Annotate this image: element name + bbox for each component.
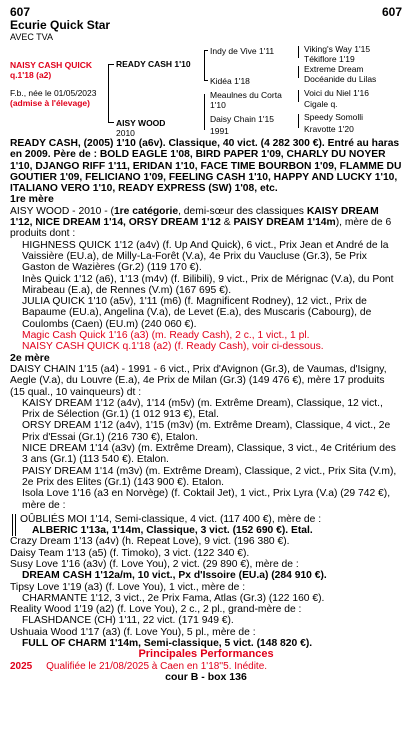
desc-full-of-charm: FULL OF CHARM 1'14m, Semi-classique, 5 vict. (148 820 €). <box>22 638 313 650</box>
vat-note: AVEC TVA <box>10 32 54 42</box>
performance-year: 2025 <box>10 660 33 672</box>
lot-number-left: 607 <box>10 5 31 19</box>
desc-oublies-moi: OÛBLIÉS MOI 1'14, Semi-classique, 4 vict. (117 400 €), mère de : <box>20 513 322 525</box>
ped-sss: Viking's Way 1'15 <box>304 44 371 54</box>
ped-dsd: Cigale q. <box>304 99 338 109</box>
produce-highness-quick: HIGHNESS QUICK 1'12 (a4v) (f. Up And Quick), 6 vict., Prix Jean et André de la Vaissière (EU.a), de Milly-La-Forêt (V.a), 4e Prix du Vaucluse (Gr.3), 5e Prix Gaston de Wazières (Gr.2) (119 170 €). <box>22 239 389 274</box>
ped-ssd: Tékiflore 1'19 <box>304 54 355 64</box>
first-dam-intro: AISY WOOD - 2010 - (1re catégorie, demi-sœur des classiques KAISY DREAM 1'12, NICE DREAM 1'14, ORSY DREAM 1'12 & PAISY DREAM 1'14m), mère de 6 produits dont : <box>10 205 392 240</box>
produce-kaisy-dream: KAISY DREAM 1'12 (a4v), 1'14 (m5v) (m. Extrême Dream), Classique, 12 vict., Prix de Sélection (Gr.1) (1 012 913 €), Etal. <box>22 397 383 421</box>
performances-title: Principales Performances <box>138 648 274 661</box>
pedigree-table <box>10 44 402 138</box>
produce-paisy-dream: PAISY DREAM 1'14 (m3v) (m. Extrême Dream), Classique, 2 vict., Prix Sita (V.m), 2e Prix des Elites (Gr.1) (143 900 €). Etalon. <box>22 465 397 488</box>
second-dam-heading: 2e mère <box>10 351 50 364</box>
box-location: cour B - box 136 <box>165 670 247 683</box>
descendants-block <box>12 514 402 537</box>
desc-charmante: CHARMANTE 1'12, 3 vict., 2e Prix Fama, Atlas (Gr.3) (122 160 €). <box>22 592 325 604</box>
ped-dss: Voici du Niel 1'16 <box>304 88 369 98</box>
desc-tipsy-love: Tipsy Love 1'19 (a3) (f. Love You), 1 vict., mère de : <box>10 581 246 593</box>
dam-year: 2010 <box>116 128 135 138</box>
ped-sdd: Docéanide du Lilas <box>304 74 377 84</box>
second-dam-intro: DAISY CHAIN 1'15 (a4) - 1991 - 6 vict., Prix d'Avignon (Gr.3), de Vaumas, d'Isigny, Aegle (V.a), du Louvre (E.a), 4e Prix de Milan (Gr.3) (149 476 €), mère 17 produits (15 qual., 10 vainqueurs) dt : <box>10 363 387 398</box>
desc-susy-love: Susy Love 1'16 (a3v) (f. Love You), 2 vict. (29 890 €), mère de : <box>10 558 299 570</box>
dam-name: AISY WOOD <box>116 118 166 128</box>
desc-ushuaia-wood: Ushuaia Wood 1'17 (a3) (f. Love You), 5 pl., mère de : <box>10 626 256 638</box>
desc-flashdance: FLASHDANCE (CH) 1'11, 22 vict. (171 949 €). <box>22 615 234 627</box>
produce-naisy-cash-quick: NAISY CASH QUICK q.1'18 (a2) (f. Ready Cash), voir ci-dessous. <box>22 341 324 353</box>
ped-dds: Speedy Somolli <box>304 112 364 122</box>
produce-orsy-dream: ORSY DREAM 1'12 (a4v), 1'15 (m3v) (m. Extrême Dream), Classique, 4 vict., 2e Prix d'Essai (Gr.1) (216 730 €), Etalon. <box>22 420 391 443</box>
produce-ines-quick: Inès Quick 1'12 (a6), 1'13 (m4v) (f. Bilibili), 9 vict., Prix de Mérignac (V.a), du Pont Mirabeau (E.a), de Rennes (V.m) (167 695 €). <box>22 273 394 296</box>
dam-sire-time: 1'10 <box>210 100 226 110</box>
ped-sds: Extreme Dream <box>304 64 364 74</box>
desc-daisy-team: Daisy Team 1'13 (a5) (f. Timoko), 3 vict. (122 340 €). <box>10 547 250 559</box>
sire-dam: Kidéa 1'18 <box>210 76 250 86</box>
dam-dam: Daisy Chain 1'15 <box>210 114 274 124</box>
dam-dam-year: 1991 <box>210 126 229 136</box>
ped-ddd: Kravotte 1'20 <box>304 124 354 134</box>
desc-reality-wood: Reality Wood 1'19 (a2) (f. Love You), 2 c., 2 pl., grand-mère de : <box>10 604 302 616</box>
sire-name: READY CASH 1'10 <box>116 59 191 69</box>
desc-crazy-dream: Crazy Dream 1'13 (a4v) (h. Repeat Love), 9 vict. (196 380 €). <box>10 536 290 548</box>
produce-magic-cash-quick: Magic Cash Quick 1'16 (a3) (m. Ready Cash), 2 c., 1 vict., 1 pl. <box>22 330 310 342</box>
horse-birth: F.b., née le 01/05/2023 <box>10 88 97 98</box>
produce-isola-love: Isola Love 1'16 (a3 en Norvège) (f. Coktail Jet), 1 vict., Prix Lyra (V.a) (29 742 €), mère de : <box>22 488 391 511</box>
first-dam-heading: 1re mère <box>10 193 54 206</box>
sire-paragraph: READY CASH, (2005) 1'10 (a6v). Classique, 40 vict. (4 282 300 €). Entré au haras en 2009. Père de : BOLD EAGLE 1'08, BIRD PAPER 1'09, CHARLY DU NOYER 1'10, DJANGO RIFF 1'11, ERIDAN 1'10, FACE TIME BOURBON 1'09, FLAMME DU GOUTIER 1'09, FELICIANO 1'09, FEELING CASH 1'10, HAPPY AND LUCKY 1'10, ITALIANO VERO 1'10, READY EXPRESS (SW) 1'08, etc. <box>10 138 402 195</box>
horse-name: NAISY CASH QUICK <box>10 60 93 70</box>
dam-sire: Meaulnes du Corta <box>210 90 282 100</box>
desc-alberic: ALBERIC 1'13a, 1'14m, Classique, 3 vict. (152 690 €). Etal. <box>32 525 313 537</box>
desc-dream-cash: DREAM CASH 1'12a/m, 10 vict., Px d'Issoire (EU.a) (284 910 €). <box>22 570 327 582</box>
catalogue-text <box>10 138 402 683</box>
produce-nice-dream: NICE DREAM 1'14 (a3v) (m. Extrême Dream), Classique, 3 vict., 4e Critérium des 3 ans (Gr.1) (113 540 €). Etalon. <box>22 443 396 466</box>
horse-qualification: q.1'18 (a2) <box>10 70 52 80</box>
produce-julia-quick: JULIA QUICK 1'10 (a5v), 1'11 (m6) (f. Magnificent Rodney), 12 vict., Prix de Bapaume (EU.a), Angelina (V.a), de Levet (E.a), des Muscaris (Cabourg), de Coulombs (Caen) (EU.m) (240 060 €). <box>22 296 372 330</box>
performance-text: Qualifiée le 21/08/2025 à Caen en 1'18''5. Inédite. <box>46 660 268 672</box>
lot-number-right: 607 <box>381 5 402 19</box>
consignor-title <box>10 19 402 32</box>
sire-sire: Indy de Vive 1'11 <box>210 46 275 56</box>
consignor-name: Ecurie Quick Star <box>10 18 111 32</box>
horse-admission: (admise à l'élevage) <box>10 98 90 108</box>
